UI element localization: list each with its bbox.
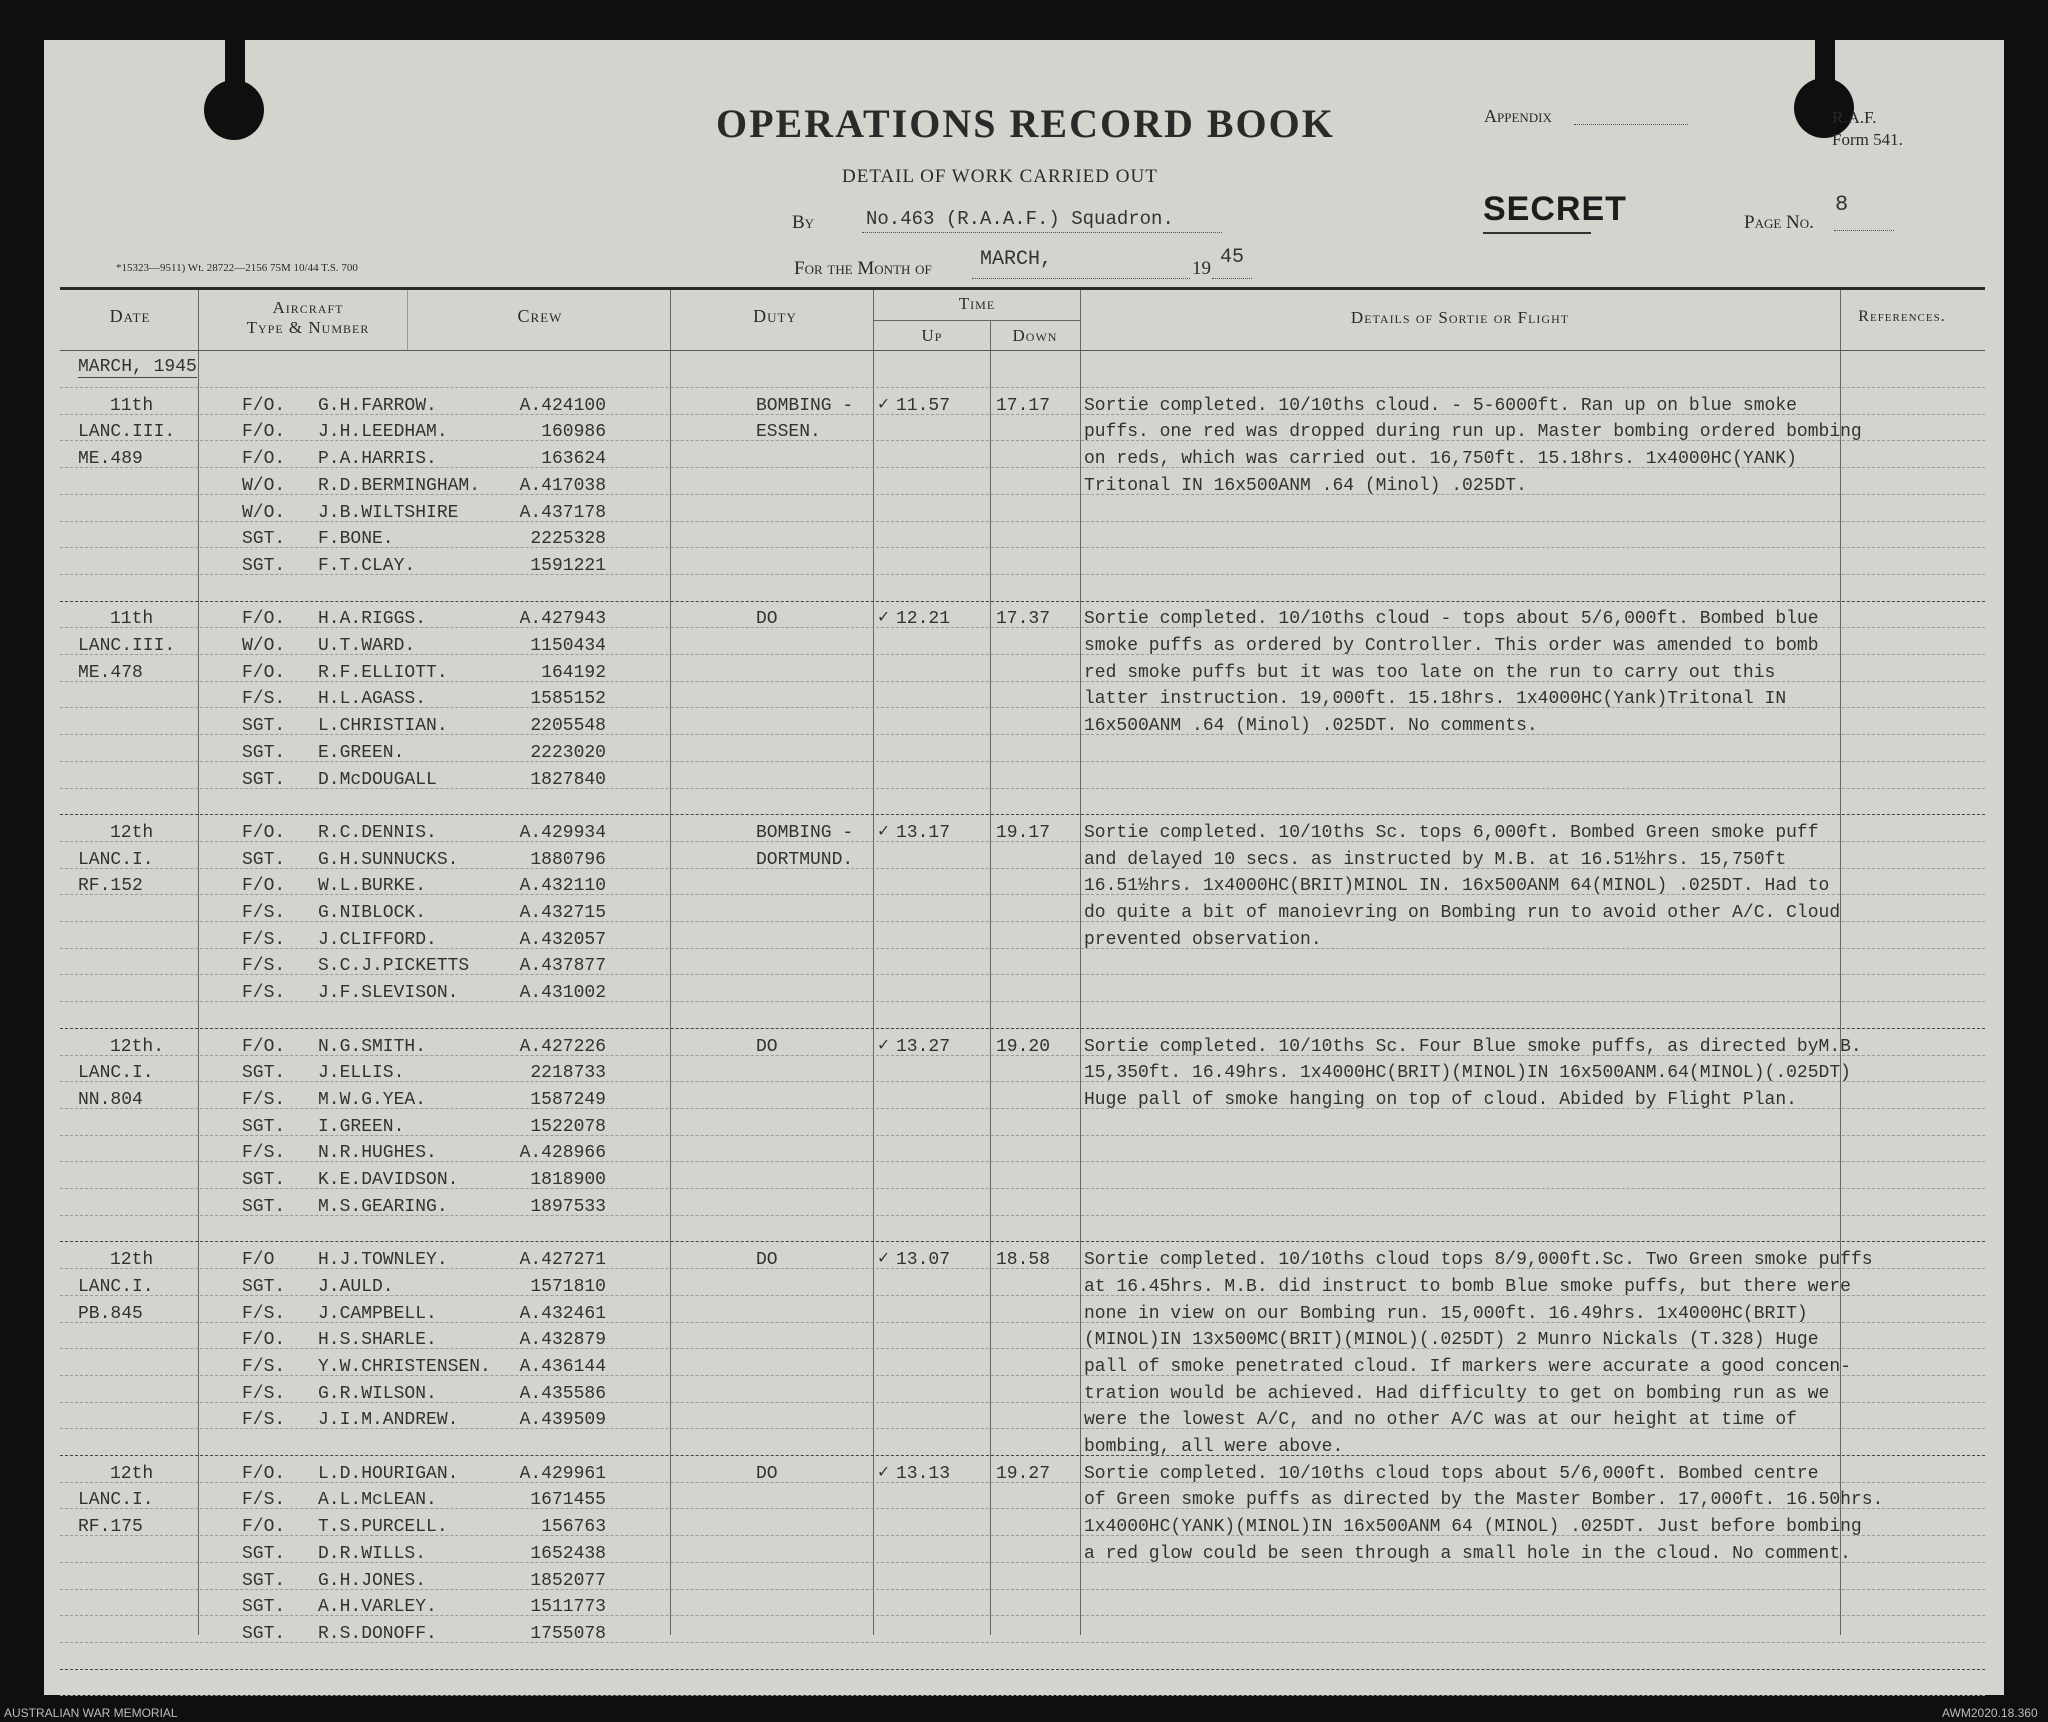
crew-rank: SGT. — [242, 1624, 286, 1644]
crew-rank: F/S. — [242, 689, 286, 709]
entry-duty: DO — [756, 1250, 778, 1270]
crew-rank: F/O. — [242, 1037, 286, 1057]
crew-name: L.CHRISTIAN. — [318, 716, 448, 736]
month-label: For the Month of — [794, 258, 932, 279]
entry-time-down: 17.37 — [996, 609, 1051, 629]
crew-rank: SGT. — [242, 1063, 286, 1083]
entry-date: 12th — [110, 1250, 154, 1270]
crew-rank: SGT. — [242, 743, 286, 763]
year-dotline — [1212, 278, 1252, 279]
entry-date: 12th — [110, 1464, 154, 1484]
crew-name: E.GREEN. — [318, 743, 405, 763]
detail-line: smoke puffs as ordered by Controller. This order was amended to bomb — [1084, 636, 1819, 656]
detail-line: Sortie completed. 10/10ths cloud - tops about 5/6,000ft. Bombed blue — [1084, 609, 1819, 629]
crew-rank: W/O. — [242, 503, 286, 523]
month-dotline — [972, 278, 1190, 279]
entry-time-up: 13.17 — [896, 823, 951, 843]
crew-rank: F/O. — [242, 1464, 286, 1484]
check-mark-icon: ✓ — [878, 1249, 889, 1269]
crew-rank: SGT. — [242, 850, 286, 870]
detail-line: (MINOL)IN 13x500MC(BRIT)(MINOL)(.025DT) 2 Munro Nickals (T.328) Huge — [1084, 1330, 1819, 1350]
crew-name: D.R.WILLS. — [318, 1544, 427, 1564]
entry-time-down: 17.17 — [996, 396, 1051, 416]
col-divider-date — [198, 290, 199, 1635]
crew-rank: F/S. — [242, 1304, 286, 1324]
header-up: Up — [921, 326, 943, 345]
crew-number: 2223020 — [530, 743, 606, 763]
entry-aircraft: NN.804 — [78, 1090, 143, 1110]
entry-date: 11th — [110, 396, 154, 416]
crew-name: H.J.TOWNLEY. — [318, 1250, 448, 1270]
entry-date: 11th — [110, 609, 154, 629]
entry-separator-line — [60, 814, 1985, 815]
crew-name: J.I.M.ANDREW. — [318, 1410, 459, 1430]
crew-rank: SGT. — [242, 1197, 286, 1217]
binder-slot-left — [225, 40, 245, 100]
crew-name: J.CLIFFORD. — [318, 930, 437, 950]
crew-rank: SGT. — [242, 1597, 286, 1617]
crew-name: G.H.SUNNUCKS. — [318, 850, 459, 870]
crew-number: 1571810 — [530, 1277, 606, 1297]
month-value: MARCH, — [980, 248, 1053, 271]
entry-aircraft: LANC.I. — [78, 1063, 154, 1083]
crew-number: A.427271 — [519, 1250, 606, 1270]
entry-separator-line — [60, 1669, 1985, 1670]
detail-line: of Green smoke puffs as directed by the Master Bomber. 17,000ft. 16.50hrs. — [1084, 1490, 1884, 1510]
footer-right: AWM2020.18.360 — [1942, 1706, 2038, 1720]
crew-name: G.H.FARROW. — [318, 396, 437, 416]
crew-rank: SGT. — [242, 1170, 286, 1190]
detail-line: none in view on our Bombing run. 15,000ft. 16.49hrs. 1x4000HC(BRIT) — [1084, 1304, 1808, 1324]
crew-name: N.G.SMITH. — [318, 1037, 427, 1057]
check-mark-icon: ✓ — [878, 1463, 889, 1483]
page-number: 8 — [1835, 192, 1849, 217]
detail-line: Sortie completed. 10/10ths cloud tops 8/9,000ft.Sc. Two Green smoke puffs — [1084, 1250, 1873, 1270]
crew-number: A.432879 — [519, 1330, 606, 1350]
entry-separator-line — [60, 601, 1985, 602]
crew-number: 1818900 — [530, 1170, 606, 1190]
secret-stamp: SECRET — [1483, 190, 1627, 228]
detail-line: tration would be achieved. Had difficulty to get on bombing run as we — [1084, 1384, 1830, 1404]
ruled-line — [60, 1695, 1985, 1696]
crew-name: W.L.BURKE. — [318, 876, 427, 896]
entry-duty: BOMBING - — [756, 396, 854, 416]
crew-number: 1511773 — [530, 1597, 606, 1617]
footer-left: AUSTRALIAN WAR MEMORIAL — [4, 1706, 178, 1720]
crew-rank: W/O. — [242, 636, 286, 656]
crew-number: 160986 — [541, 422, 606, 442]
crew-rank: F/S. — [242, 1090, 286, 1110]
crew-number: A.431002 — [519, 983, 606, 1003]
crew-number: A.429961 — [519, 1464, 606, 1484]
entry-time-down: 19.27 — [996, 1464, 1051, 1484]
entry-time-up: 12.21 — [896, 609, 951, 629]
crew-number: 1897533 — [530, 1197, 606, 1217]
header-date: Date — [109, 306, 151, 326]
entry-duty: ESSEN. — [756, 422, 821, 442]
entry-duty: BOMBING - — [756, 823, 854, 843]
crew-name: R.S.DONOFF. — [318, 1624, 437, 1644]
crew-number: 163624 — [541, 449, 606, 469]
crew-number: A.432461 — [519, 1304, 606, 1324]
entry-time-down: 18.58 — [996, 1250, 1051, 1270]
crew-name: M.S.GEARING. — [318, 1197, 448, 1217]
crew-name: H.L.AGASS. — [318, 689, 427, 709]
entry-aircraft: ME.489 — [78, 449, 143, 469]
crew-rank: F/O. — [242, 823, 286, 843]
squadron-dotline — [862, 232, 1222, 233]
time-header-rule — [874, 320, 1080, 321]
entry-aircraft: RF.175 — [78, 1517, 143, 1537]
header-down: Down — [1012, 326, 1058, 345]
entry-date: 12th — [110, 823, 154, 843]
crew-rank: SGT. — [242, 770, 286, 790]
detail-line: puffs. one red was dropped during run up. Master bombing ordered bombing — [1084, 422, 1862, 442]
by-label: By — [792, 212, 815, 233]
entry-time-up: 13.27 — [896, 1037, 951, 1057]
entry-date: 12th. — [110, 1037, 165, 1057]
check-mark-icon: ✓ — [878, 395, 889, 415]
crew-rank: F/O. — [242, 1330, 286, 1350]
squadron-name: No.463 (R.A.A.F.) Squadron. — [866, 208, 1174, 230]
crew-number: A.432057 — [519, 930, 606, 950]
crew-name: P.A.HARRIS. — [318, 449, 437, 469]
detail-line: a red glow could be seen through a small hole in the cloud. No comment. — [1084, 1544, 1851, 1564]
crew-number: 2218733 — [530, 1063, 606, 1083]
crew-name: J.B.WILTSHIRE — [318, 503, 459, 523]
crew-name: J.CAMPBELL. — [318, 1304, 437, 1324]
entry-aircraft: LANC.III. — [78, 636, 176, 656]
detail-line: Sortie completed. 10/10ths cloud. - 5-6000ft. Ran up on blue smoke — [1084, 396, 1797, 416]
crew-name: R.C.DENNIS. — [318, 823, 437, 843]
crew-rank: SGT. — [242, 716, 286, 736]
crew-name: R.D.BERMINGHAM. — [318, 476, 481, 496]
col-divider-crew — [670, 290, 671, 1635]
entry-time-up: 13.13 — [896, 1464, 951, 1484]
crew-number: A.432715 — [519, 903, 606, 923]
crew-number: A.439509 — [519, 1410, 606, 1430]
form-title: OPERATIONS RECORD BOOK — [716, 101, 1335, 146]
col-divider-details — [1840, 290, 1841, 1635]
crew-name: R.F.ELLIOTT. — [318, 663, 448, 683]
crew-number: 1852077 — [530, 1571, 606, 1591]
detail-line: bombing, all were above. — [1084, 1437, 1344, 1457]
form-number: Form 541. — [1832, 130, 1903, 149]
crew-number: 1587249 — [530, 1090, 606, 1110]
crew-rank: SGT. — [242, 1277, 286, 1297]
crew-rank: F/S. — [242, 930, 286, 950]
detail-line: latter instruction. 19,000ft. 15.18hrs. 1x4000HC(Yank)Tritonal IN — [1084, 689, 1787, 709]
secret-underline — [1483, 232, 1591, 234]
crew-number: 1827840 — [530, 770, 606, 790]
col-divider-time — [990, 320, 991, 1635]
crew-number: 1591221 — [530, 556, 606, 576]
crew-number: A.432110 — [519, 876, 606, 896]
crew-name: J.AULD. — [318, 1277, 394, 1297]
crew-name: N.R.HUGHES. — [318, 1143, 437, 1163]
crew-name: A.L.McLEAN. — [318, 1490, 437, 1510]
crew-name: H.A.RIGGS. — [318, 609, 427, 629]
detail-line: Sortie completed. 10/10ths Sc. Four Blue smoke puffs, as directed byM.B. — [1084, 1037, 1862, 1057]
entry-aircraft: RF.152 — [78, 876, 143, 896]
check-mark-icon: ✓ — [878, 1036, 889, 1056]
detail-line: 16x500ANM .64 (Minol) .025DT. No comments. — [1084, 716, 1538, 736]
entry-time-up: 13.07 — [896, 1250, 951, 1270]
header-type-number: Type & Number — [246, 318, 370, 337]
entry-aircraft: LANC.I. — [78, 1277, 154, 1297]
crew-number: 1880796 — [530, 850, 606, 870]
crew-name: D.McDOUGALL — [318, 770, 437, 790]
crew-name: M.W.G.YEA. — [318, 1090, 427, 1110]
detail-line: 15,350ft. 16.49hrs. 1x4000HC(BRIT)(MINOL)IN 16x500ANM.64(MINOL)(.025DT) — [1084, 1063, 1851, 1083]
crew-rank: F/O. — [242, 876, 286, 896]
entry-duty: DO — [756, 1464, 778, 1484]
header-details: Details of Sortie or Flight — [1350, 308, 1570, 327]
entry-duty: DORTMUND. — [756, 850, 854, 870]
crew-number: 164192 — [541, 663, 606, 683]
crew-rank: F/S. — [242, 1410, 286, 1430]
entry-aircraft: LANC.I. — [78, 850, 154, 870]
crew-name: S.C.J.PICKETTS — [318, 956, 470, 976]
entry-separator-line — [60, 1241, 1985, 1242]
crew-number: 1671455 — [530, 1490, 606, 1510]
crew-name: H.S.SHARLE. — [318, 1330, 437, 1350]
crew-name: F.T.CLAY. — [318, 556, 416, 576]
entry-time-up: 11.57 — [896, 396, 951, 416]
crew-name: T.S.PURCELL. — [318, 1517, 448, 1537]
header-time: Time — [958, 294, 996, 313]
crew-number: A.437877 — [519, 956, 606, 976]
crew-rank: SGT. — [242, 556, 286, 576]
crew-rank: F/S. — [242, 1384, 286, 1404]
crew-name: G.R.WILSON. — [318, 1384, 437, 1404]
crew-number: 1150434 — [530, 636, 606, 656]
crew-rank: F/S. — [242, 983, 286, 1003]
detail-line: Sortie completed. 10/10ths cloud tops about 5/6,000ft. Bombed centre — [1084, 1464, 1819, 1484]
crew-rank: SGT. — [242, 1571, 286, 1591]
header-crew: Crew — [517, 306, 563, 326]
detail-line: red smoke puffs but it was too late on the run to carry out this — [1084, 663, 1776, 683]
entry-duty: DO — [756, 1037, 778, 1057]
print-code: *15323—9511) Wt. 28722—2156 75M 10/44 T.S. 700 — [116, 262, 358, 274]
crew-number: A.424100 — [519, 396, 606, 416]
entry-aircraft: LANC.I. — [78, 1490, 154, 1510]
crew-name: L.D.HOURIGAN. — [318, 1464, 459, 1484]
crew-rank: F/O. — [242, 663, 286, 683]
detail-line: prevented observation. — [1084, 930, 1322, 950]
crew-number: A.429934 — [519, 823, 606, 843]
crew-number: 1522078 — [530, 1117, 606, 1137]
entry-separator-line — [60, 1455, 1985, 1456]
entry-duty: DO — [756, 609, 778, 629]
detail-line: Tritonal IN 16x500ANM .64 (Minol) .025DT. — [1084, 476, 1527, 496]
crew-number: 1652438 — [530, 1544, 606, 1564]
crew-rank: F/O. — [242, 422, 286, 442]
crew-rank: F/S. — [242, 956, 286, 976]
entry-aircraft: PB.845 — [78, 1304, 143, 1324]
detail-line: do quite a bit of manoievring on Bombing run to avoid other A/C. Cloud — [1084, 903, 1841, 923]
col-divider-duty — [873, 290, 874, 1635]
year-prefix: 19 — [1192, 258, 1211, 279]
ruled-line — [60, 387, 1985, 388]
crew-rank: F/O — [242, 1250, 275, 1270]
crew-name: J.F.SLEVISON. — [318, 983, 459, 1003]
crew-name: A.H.VARLEY. — [318, 1597, 437, 1617]
detail-line: at 16.45hrs. M.B. did instruct to bomb Blue smoke puffs, but there were — [1084, 1277, 1851, 1297]
header-duty: Duty — [753, 306, 797, 326]
page-label: Page No. — [1744, 212, 1814, 233]
crew-rank: F/S. — [242, 1357, 286, 1377]
detail-line: and delayed 10 secs. as instructed by M.B. at 16.51½hrs. 15,750ft — [1084, 850, 1787, 870]
detail-line: 16.51½hrs. 1x4000HC(BRIT)MINOL IN. 16x500ANM 64(MINOL) .025DT. Had to — [1084, 876, 1830, 896]
detail-line: 1x4000HC(YANK)(MINOL)IN 16x500ANM 64 (MINOL) .025DT. Just before bombing — [1084, 1517, 1862, 1537]
detail-line: on reds, which was carried out. 16,750ft. 15.18hrs. 1x4000HC(YANK) — [1084, 449, 1797, 469]
detail-line: Sortie completed. 10/10ths Sc. tops 6,000ft. Bombed Green smoke puff — [1084, 823, 1819, 843]
appendix-dotline — [1574, 124, 1688, 125]
crew-name: I.GREEN. — [318, 1117, 405, 1137]
crew-rank: F/S. — [242, 1143, 286, 1163]
crew-number: A.417038 — [519, 476, 606, 496]
detail-line: pall of smoke penetrated cloud. If markers were accurate a good concen- — [1084, 1357, 1851, 1377]
raf-label: R.A.F. — [1832, 108, 1877, 127]
entry-time-down: 19.20 — [996, 1037, 1051, 1057]
crew-rank: SGT. — [242, 1544, 286, 1564]
header-references: References. — [1858, 308, 1946, 325]
crew-rank: W/O. — [242, 476, 286, 496]
year-suffix: 45 — [1220, 246, 1245, 269]
crew-number: 1755078 — [530, 1624, 606, 1644]
crew-number: A.427943 — [519, 609, 606, 629]
crew-rank: F/O. — [242, 1517, 286, 1537]
check-mark-icon: ✓ — [878, 608, 889, 628]
crew-number: A.435586 — [519, 1384, 606, 1404]
form-subtitle: DETAIL OF WORK CARRIED OUT — [842, 166, 1158, 187]
detail-line: Huge pall of smoke hanging on top of cloud. Abided by Flight Plan. — [1084, 1090, 1797, 1110]
crew-number: A.437178 — [519, 503, 606, 523]
crew-rank: F/S. — [242, 903, 286, 923]
col-divider-down — [1080, 290, 1081, 1635]
entry-aircraft: ME.478 — [78, 663, 143, 683]
header-aircraft: Aircraft — [272, 298, 344, 317]
page-dotline — [1834, 230, 1894, 231]
crew-name: Y.W.CHRISTENSEN. — [318, 1357, 491, 1377]
crew-rank: F/O. — [242, 396, 286, 416]
crew-name: G.H.JONES. — [318, 1571, 427, 1591]
crew-name: G.NIBLOCK. — [318, 903, 427, 923]
entry-separator-line — [60, 1028, 1985, 1029]
crew-name: F.BONE. — [318, 529, 394, 549]
table-top-rule — [60, 287, 1985, 290]
crew-name: U.T.WARD. — [318, 636, 416, 656]
crew-number: A.428966 — [519, 1143, 606, 1163]
binder-slot-right — [1815, 40, 1835, 100]
crew-rank: SGT. — [242, 529, 286, 549]
header-bottom-rule — [60, 350, 1985, 351]
entry-time-down: 19.17 — [996, 823, 1051, 843]
crew-rank: F/O. — [242, 449, 286, 469]
crew-number: A.436144 — [519, 1357, 606, 1377]
crew-number: 2205548 — [530, 716, 606, 736]
crew-name: K.E.DAVIDSON. — [318, 1170, 459, 1190]
crew-name: J.H.LEEDHAM. — [318, 422, 448, 442]
crew-name: J.ELLIS. — [318, 1063, 405, 1083]
crew-number: A.427226 — [519, 1037, 606, 1057]
crew-rank: F/O. — [242, 609, 286, 629]
check-mark-icon: ✓ — [878, 822, 889, 842]
section-label: MARCH, 1945 — [78, 357, 197, 377]
crew-rank: SGT. — [242, 1117, 286, 1137]
entry-aircraft: LANC.III. — [78, 422, 176, 442]
crew-rank: F/S. — [242, 1490, 286, 1510]
appendix-label: Appendix — [1484, 106, 1552, 126]
detail-line: were the lowest A/C, and no other A/C was at our height at time of — [1084, 1410, 1797, 1430]
crew-number: 1585152 — [530, 689, 606, 709]
crew-number: 156763 — [541, 1517, 606, 1537]
crew-number: 2225328 — [530, 529, 606, 549]
